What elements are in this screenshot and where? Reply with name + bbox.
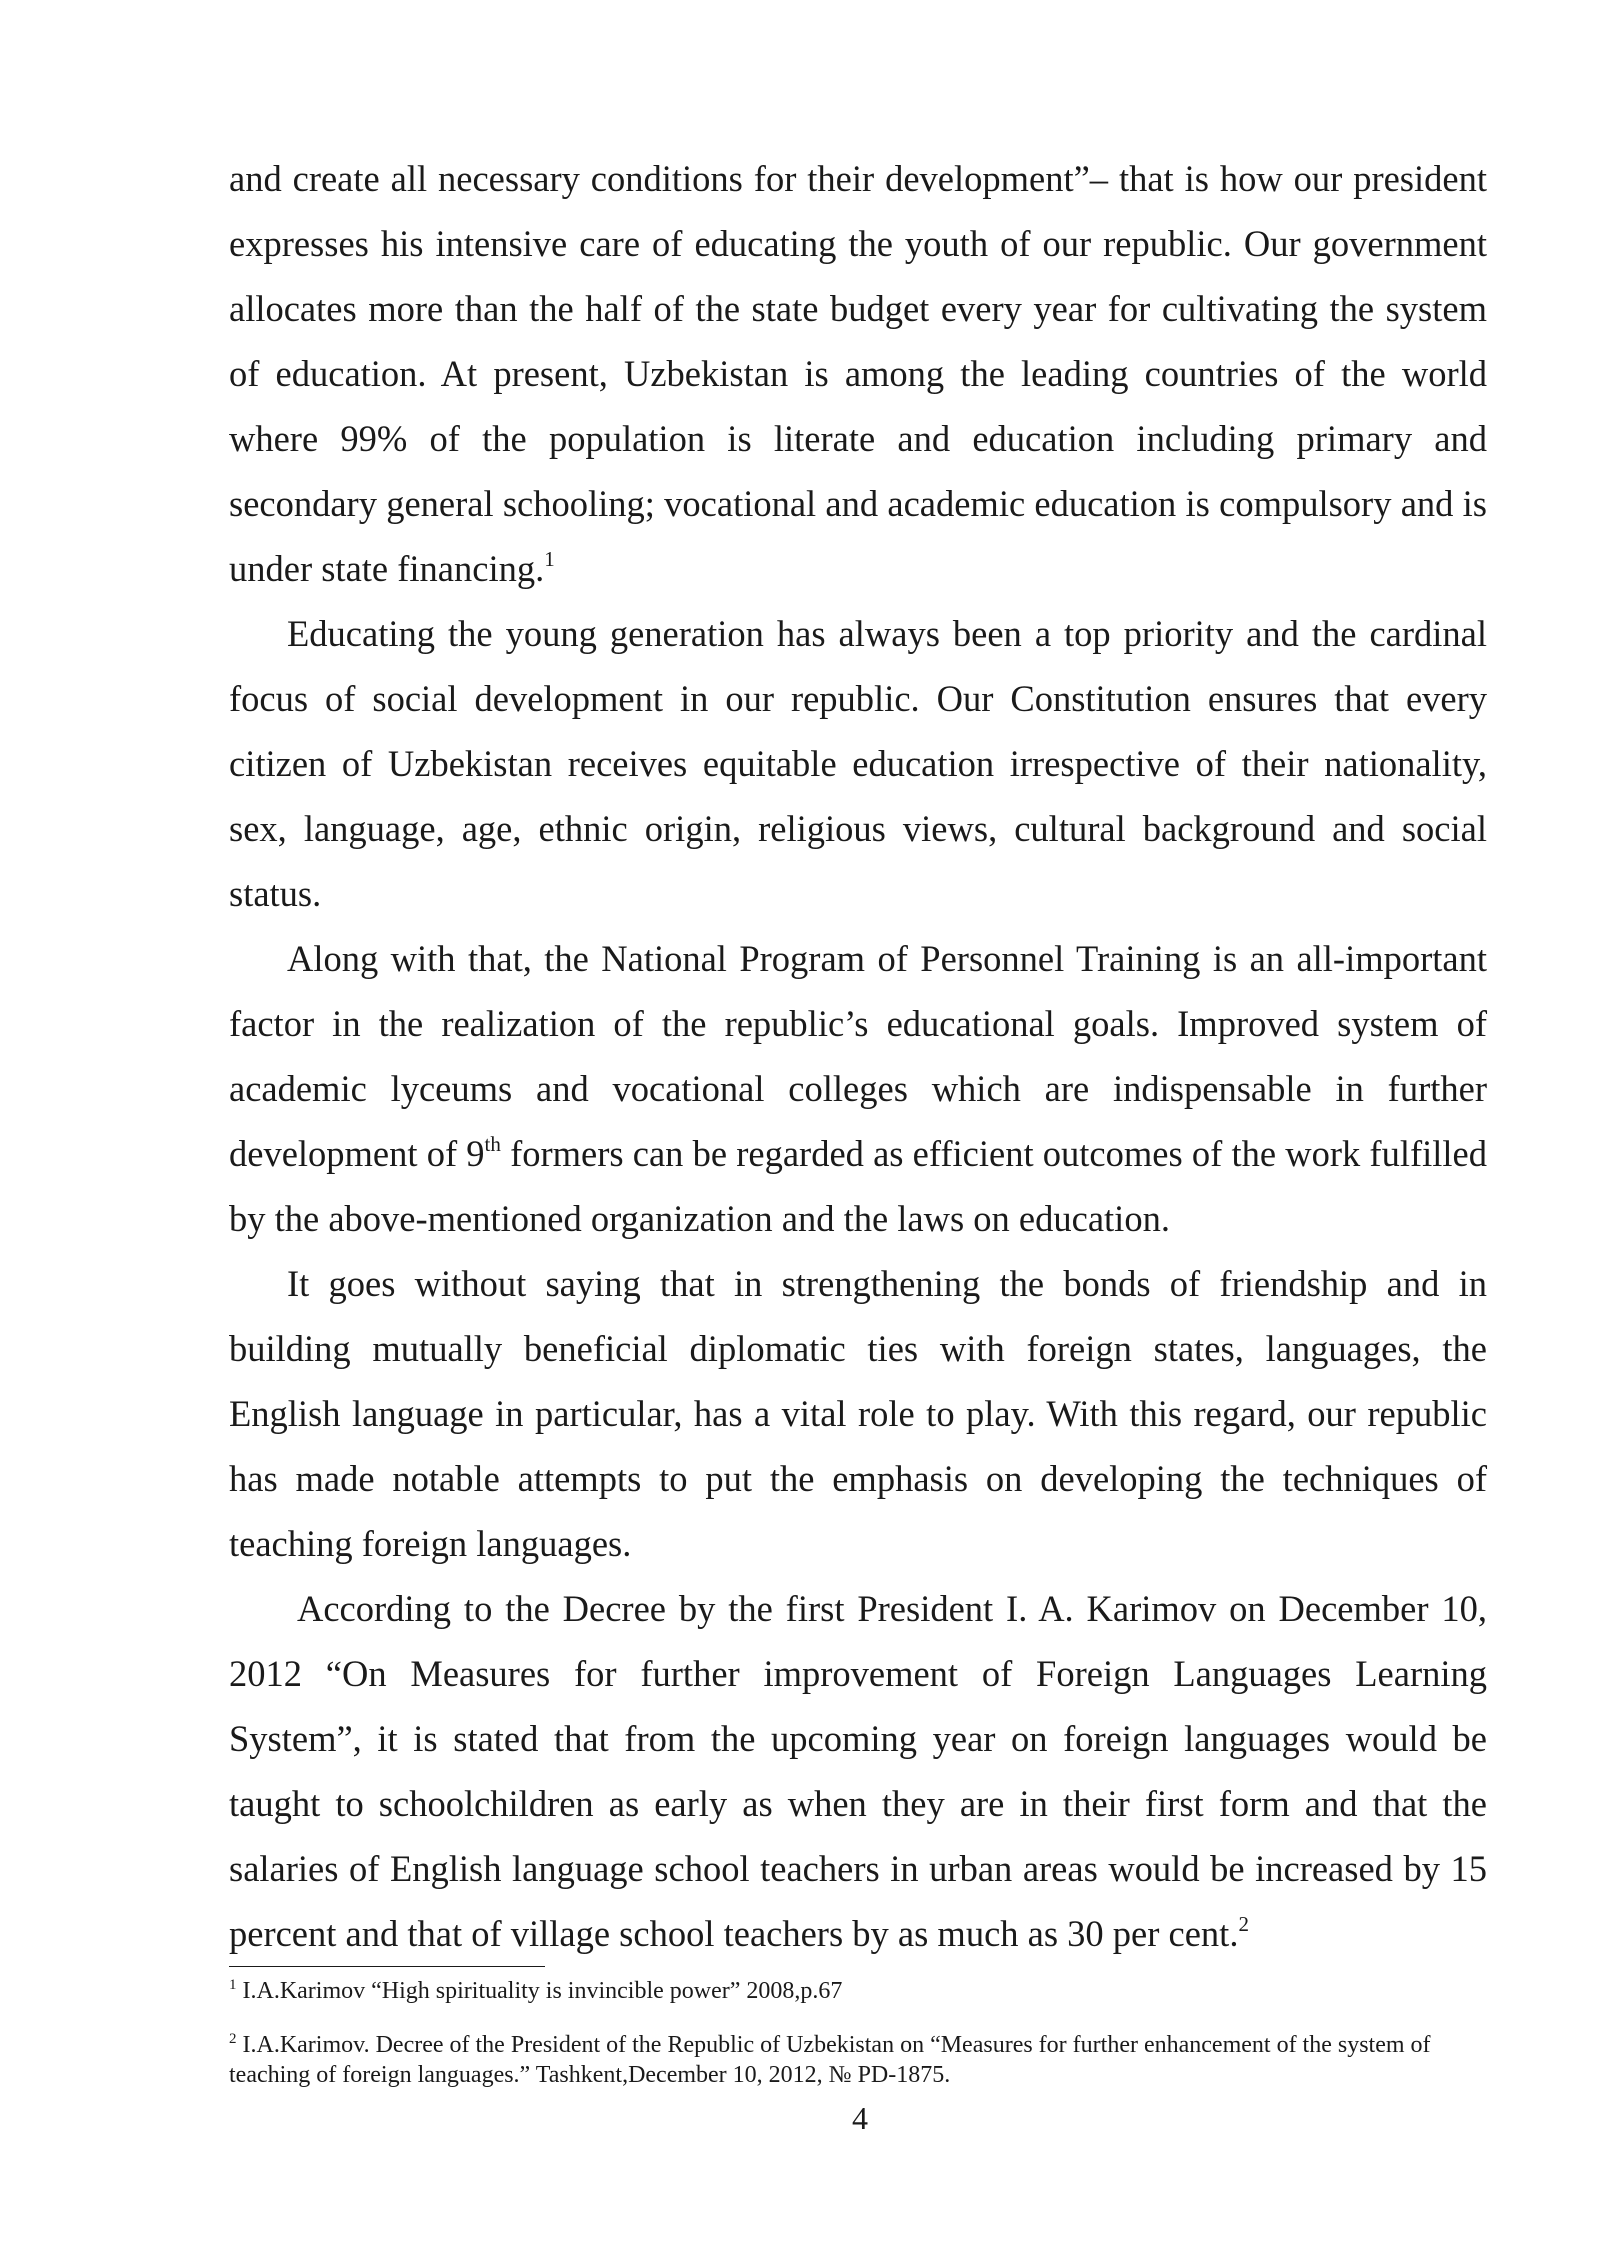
footnote-2	[229, 2030, 1487, 2090]
paragraph-3-text-before: Along with that, the National Program of Personnel Training is an all-important factor in the realization of the republic’s educational goals. Improved system of academic lyceums and vocational colleges which are indispensable in further development of 9	[229, 938, 1487, 1174]
paragraph-3	[229, 926, 1487, 1251]
paragraph-4-text: It goes without saying that in strengthening the bonds of friendship and in building mutually beneficial diplomatic ties with foreign states, languages, the English language in particular, has a vital role to play. With this regard, our republic has made notable attempts to put the emphasis on developing the techniques of teaching foreign languages.	[229, 1263, 1487, 1564]
page-body	[229, 146, 1487, 1966]
ordinal-superscript: th	[484, 1132, 501, 1156]
paragraph-3-text-after: formers can be regarded as efficient outcomes of the work fulfilled by the above-mentioned organization and the laws on education.	[229, 1133, 1487, 1239]
footnote-ref-1[interactable]: 1	[544, 547, 555, 571]
footnote-2-text: I.A.Karimov. Decree of the President of the Republic of Uzbekistan on “Measures for further enhancement of the system of teaching of foreign languages.” Tashkent,December 10, 2012, № PD-1875.	[229, 2032, 1431, 2088]
paragraph-1-text: and create all necessary conditions for their development”– that is how our president expresses his intensive care of educating the youth of our republic. Our government allocates more than the half of the state budget every year for cultivating the system of education. At present, Uzbekistan is among the leading countries of the world where 99% of the population is literate and education including primary and secondary general schooling; vocational and academic education is compulsory and is under state financing.	[229, 158, 1487, 589]
footnote-separator	[229, 1966, 545, 1967]
footnotes	[229, 1976, 1487, 2090]
paragraph-4	[229, 1251, 1487, 1576]
paragraph-5	[229, 1576, 1487, 1966]
footnote-ref-2[interactable]: 2	[1238, 1912, 1249, 1936]
footnote-1-text: I.A.Karimov “High spirituality is invincible power” 2008,p.67	[236, 1978, 843, 2004]
paragraph-2-text: Educating the young generation has always been a top priority and the cardinal focus of social development in our republic. Our Constitution ensures that every citizen of Uzbekistan receives equitable education irrespective of their nationality, sex, language, age, ethnic origin, religious views, cultural background and social status.	[229, 613, 1487, 914]
footnote-1-marker: 1	[229, 1977, 237, 1993]
paragraph-1	[229, 146, 1487, 601]
page-number: 4	[852, 2100, 868, 2136]
paragraph-5-text: According to the Decree by the first President I. A. Karimov on December 10, 2012 “On Measures for further improvement of Foreign Languages Learning System”, it is stated that from the upcoming year on foreign languages would be taught to schoolchildren as early as when they are in their first form and that the salaries of English language school teachers in urban areas would be increased by 15 percent and that of village school teachers by as much as 30 per cent.	[229, 1588, 1487, 1954]
paragraph-2	[229, 601, 1487, 926]
footnote-1	[229, 1976, 1487, 2006]
footnote-2-marker: 2	[229, 2031, 237, 2047]
